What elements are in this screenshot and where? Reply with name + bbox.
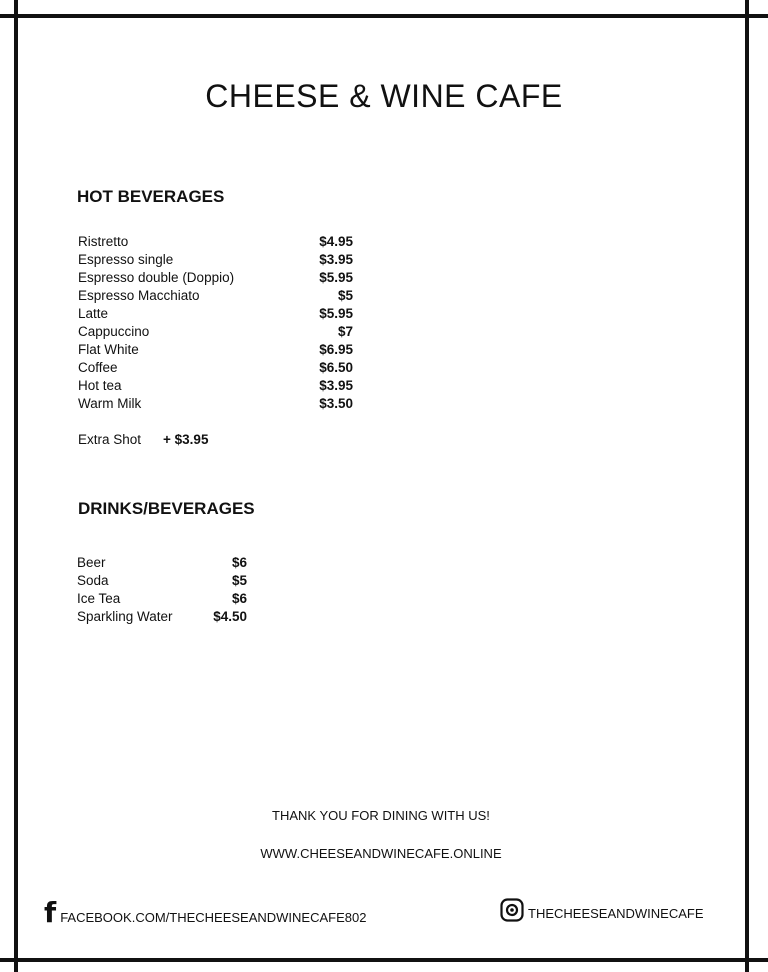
extra-shot-price: + $3.95 (163, 431, 209, 447)
extra-shot-name: Extra Shot (78, 431, 142, 447)
item-name: Soda (77, 572, 109, 588)
menu-item (78, 322, 353, 340)
facebook-url[interactable]: FACEBOOK.COM/THECHEESEANDWINECAFE802 (60, 910, 367, 925)
item-price: $5 (337, 287, 353, 303)
item-price: $4.95 (319, 233, 353, 249)
item-name: Espresso single (78, 251, 174, 267)
item-name: Latte (78, 305, 109, 321)
facebook-icon: f (44, 896, 57, 929)
thank-you-note: THANK YOU FOR DINING WITH US! (272, 808, 490, 823)
item-price: $3.50 (319, 395, 353, 411)
hot-beverages-list (78, 232, 353, 412)
drinks-heading: DRINKS/BEVERAGES (78, 499, 255, 518)
menu-item (77, 571, 247, 589)
item-name: Flat White (78, 341, 139, 357)
frame-line-right (745, 0, 749, 972)
item-price: $3.95 (319, 251, 353, 267)
item-price: $7 (337, 323, 353, 339)
item-price: $5 (231, 572, 247, 588)
item-name: Ice Tea (77, 590, 121, 606)
drinks-list (77, 553, 247, 625)
item-name: Warm Milk (78, 395, 142, 411)
menu-item (78, 394, 353, 412)
item-name: Ristretto (78, 233, 129, 249)
item-name: Cappuccino (78, 323, 150, 339)
item-price: $6.50 (319, 359, 353, 375)
facebook-link[interactable] (44, 896, 367, 929)
item-name: Espresso double (Doppio) (78, 269, 235, 285)
instagram-icon (500, 898, 524, 922)
item-name: Hot tea (78, 377, 122, 393)
item-price: $5.95 (319, 305, 353, 321)
item-name: Coffee (78, 359, 118, 375)
menu-item (77, 553, 247, 571)
menu-item (78, 268, 353, 286)
item-price: $6 (231, 590, 247, 606)
menu-item (78, 376, 353, 394)
website-link[interactable]: WWW.CHEESEANDWINECAFE.ONLINE (260, 846, 502, 861)
item-name: Sparkling Water (77, 608, 173, 624)
hot-beverages-heading: HOT BEVERAGES (77, 187, 225, 206)
item-price: $4.50 (213, 608, 247, 624)
menu-item (78, 340, 353, 358)
menu-item (77, 607, 247, 625)
page-title: CHEESE & WINE CAFE (205, 78, 563, 114)
frame-line-left (14, 0, 18, 972)
menu-item (78, 304, 353, 322)
instagram-link[interactable] (500, 898, 704, 922)
menu-item (78, 232, 353, 250)
instagram-handle[interactable]: THECHEESEANDWINECAFE (528, 906, 704, 921)
menu-item (77, 589, 247, 607)
menu-item (78, 286, 353, 304)
menu-item (78, 358, 353, 376)
item-price: $6.95 (319, 341, 353, 357)
item-price: $5.95 (319, 269, 353, 285)
frame-line-top (0, 14, 768, 18)
item-name: Beer (77, 554, 106, 570)
item-price: $3.95 (319, 377, 353, 393)
item-name: Espresso Macchiato (78, 287, 200, 303)
frame-line-bottom (0, 958, 768, 962)
extra-shot-item (78, 430, 208, 448)
item-price: $6 (231, 554, 247, 570)
menu-item (78, 250, 353, 268)
